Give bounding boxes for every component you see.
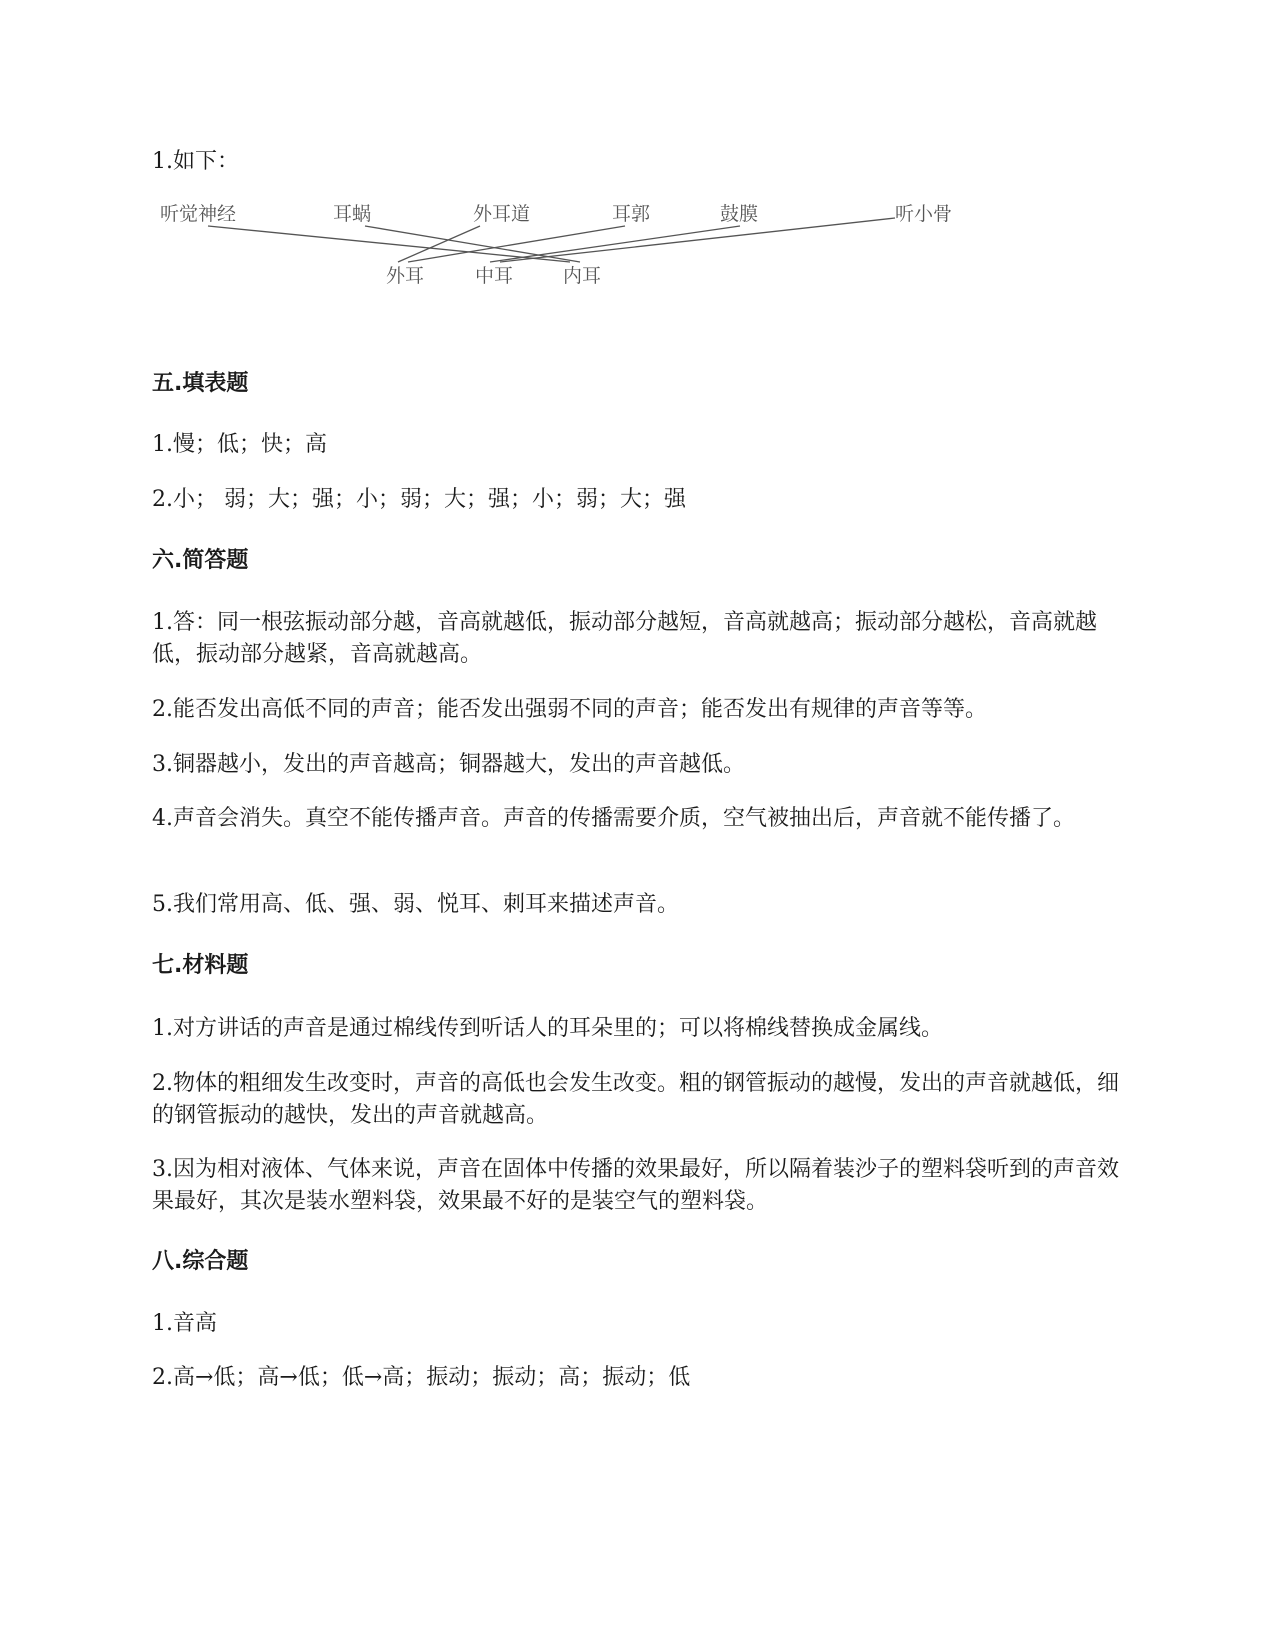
match-top-cochlea: 耳蜗 <box>333 203 372 225</box>
match-top-auricle: 耳郭 <box>612 203 651 225</box>
comprehensive-answer-2: 2.高→低；高→低；低→高；振动；振动；高；振动；低 <box>152 1365 691 1390</box>
comprehensive-answer-1: 1.音高 <box>152 1311 217 1336</box>
fill-table-answer-1: 1.慢；低；快；高 <box>152 432 327 457</box>
matching-lines <box>208 218 895 262</box>
short-answer-5: 5.我们常用高、低、强、弱、悦耳、刺耳来描述声音。 <box>152 892 679 917</box>
section-heading-comprehensive: 八.综合题 <box>152 1249 249 1274</box>
match-bottom-outer-ear: 外耳 <box>386 265 425 287</box>
matching-intro: 1.如下： <box>152 149 239 174</box>
short-answer-4: 4.声音会消失。真空不能传播声音。声音的传播需要介质，空气被抽出后，声音就不能传播了。 <box>152 806 1075 831</box>
short-answer-2: 2.能否发出高低不同的声音；能否发出强弱不同的声音；能否发出有规律的声音等等。 <box>152 697 987 722</box>
match-line-eardrum-middle-ear <box>490 226 740 262</box>
match-bottom-inner-ear: 内耳 <box>563 265 602 287</box>
section-heading-material: 七.材料题 <box>152 953 249 978</box>
material-answer-1: 1.对方讲话的声音是通过棉线传到听话人的耳朵里的；可以将棉线替换成金属线。 <box>152 1016 943 1041</box>
short-answer-3: 3.铜器越小，发出的声音越高；铜器越大，发出的声音越低。 <box>152 752 745 777</box>
match-bottom-middle-ear: 中耳 <box>475 265 514 287</box>
match-top-ear-canal: 外耳道 <box>473 203 531 225</box>
material-answer-3: 3.因为相对液体、气体来说，声音在固体中传播的效果最好，所以隔着装沙子的塑料袋听到的声音效果最好，其次是装水塑料袋，效果最不好的是装空气的塑料袋。 <box>152 1157 1119 1214</box>
match-line-ossicles-middle-ear <box>500 218 895 262</box>
match-top-eardrum: 鼓膜 <box>720 203 759 225</box>
material-answer-2: 2.物体的粗细发生改变时，声音的高低也会发生改变。粗的钢管振动的越慢，发出的声音就越低，细的钢管振动的越快，发出的声音就越高。 <box>152 1071 1119 1128</box>
fill-table-answer-2: 2.小； 弱；大；强；小；弱；大；强；小；弱；大；强 <box>152 487 686 512</box>
short-answer-1: 1.答：同一根弦振动部分越，音高就越低，振动部分越短，音高就越高；振动部分越松，音高就越低，振动部分越紧，音高就越高。 <box>152 610 1097 667</box>
section-heading-short-answer: 六.简答题 <box>152 548 249 573</box>
match-top-ossicles: 听小骨 <box>895 203 953 225</box>
match-top-auditory-nerve: 听觉神经 <box>160 203 237 225</box>
ear-matching-diagram <box>150 200 1010 310</box>
section-heading-fill-table: 五.填表题 <box>152 371 249 396</box>
